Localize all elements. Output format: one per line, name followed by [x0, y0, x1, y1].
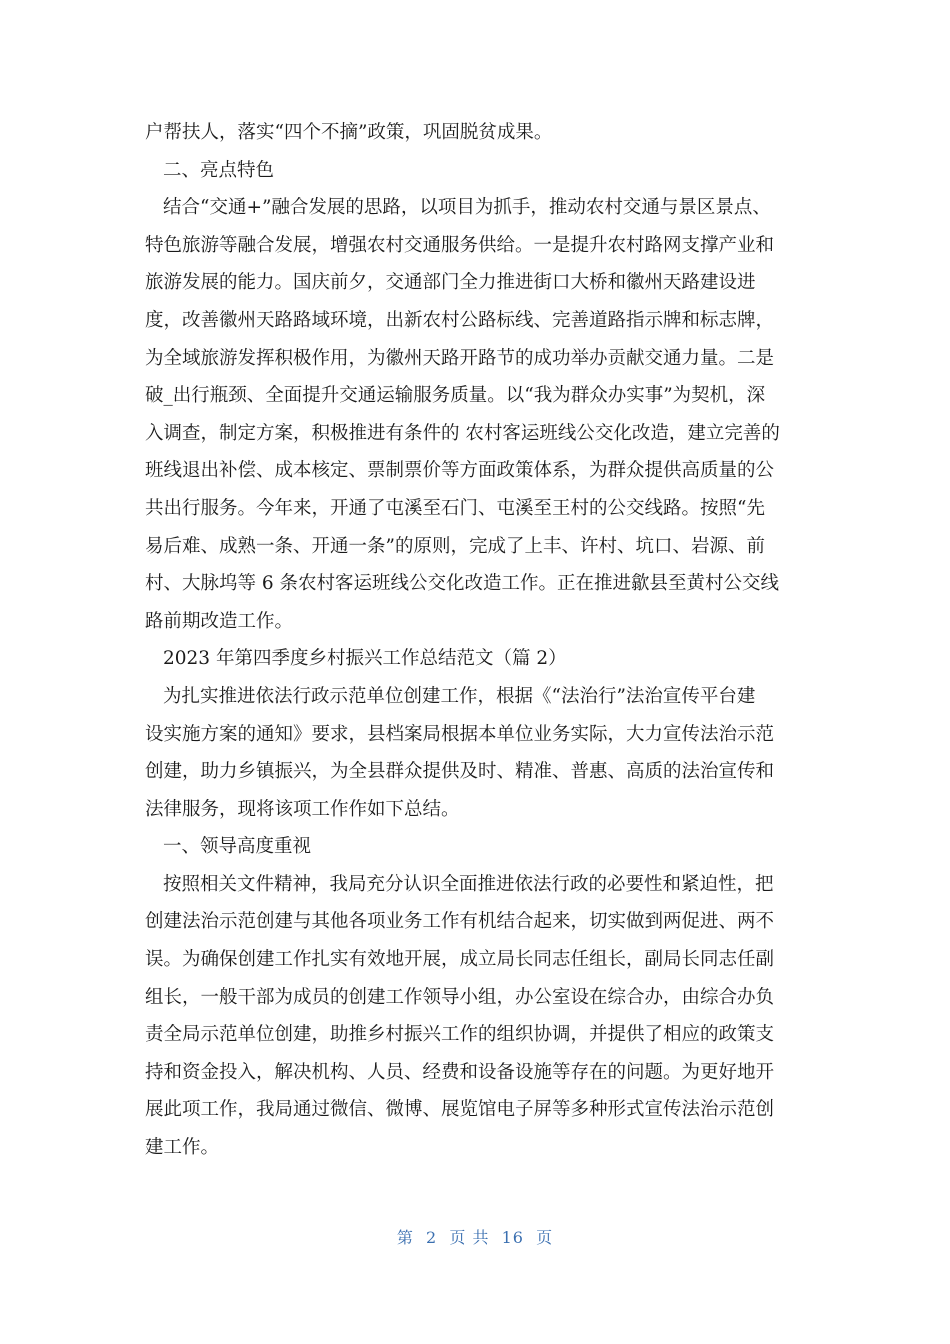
text-line: 入调查，制定方案，积极推进有条件的 农村客运班线公交化改造，建立完善的	[145, 422, 780, 444]
text-line: 责全局示范单位创建，助推乡村振兴工作的组织协调，并提供了相应的政策支	[145, 1024, 775, 1046]
text-line: 路前期改造工作。	[145, 610, 294, 632]
page-number: 第 2 页 共 16 页	[396, 1228, 554, 1247]
text-line: 法律服务，现将该项工作作如下总结。	[145, 798, 460, 820]
page-number-footer	[0, 1225, 950, 1248]
text-line: 为全域旅游发挥积极作用，为徽州天路开路节的成功举办贡献交通力量。二是	[145, 347, 775, 369]
text-line: 易后难、成熟一条、开通一条”的原则，完成了上丰、许村、坑口、岩源、前	[145, 535, 765, 557]
text-line: 创建法治示范创建与其他各项业务工作有机结合起来，切实做到两促进、两不	[145, 911, 775, 933]
text-line: 为扎实推进依法行政示范单位创建工作，根据《“法治行”法治宣传平台建	[163, 685, 756, 707]
text-line: 展此项工作，我局通过微信、微博、展览馆电子屏等多种形式宣传法治示范创	[145, 1099, 775, 1121]
text-line: 结合“交通+”融合发展的思路，以项目为抓手，推动农村交通与景区景点、	[163, 197, 771, 219]
text-line: 组长，一般干部为成员的创建工作领导小组，办公室设在综合办，由综合办负	[145, 986, 775, 1008]
text-line: 旅游发展的能力。国庆前夕，交通部门全力推进街口大桥和徽州天路建设进	[145, 272, 756, 294]
text-line: 创建，助力乡镇振兴，为全县群众提供及时、精准、普惠、高质的法治宣传和	[145, 761, 775, 783]
text-line: 误。为确保创建工作扎实有效地开展，成立局长同志任组长，副局长同志任副	[145, 949, 775, 971]
text-line: 村、大脉坞等 6 条农村客运班线公交化改造工作。正在推进歙县至黄村公交线	[145, 573, 780, 595]
text-line: 设实施方案的通知》要求，县档案局根据本单位业务实际，大力宣传法治示范	[145, 723, 775, 745]
text-line: 特色旅游等融合发展，增强农村交通服务供给。一是提升农村路网支撑产业和	[145, 234, 775, 256]
section-heading: 二、亮点特色	[163, 159, 275, 181]
text-line: 按照相关文件精神，我局充分认识全面推进依法行政的必要性和紧迫性，把	[163, 873, 774, 895]
document-body	[145, 114, 807, 1167]
text-line: 户帮扶人，落实“四个不摘”政策，巩固脱贫成果。	[145, 122, 553, 143]
text-line: 班线退出补偿、成本核定、票制票价等方面政策体系，为群众提供高质量的公	[145, 460, 775, 482]
section-heading: 一、领导高度重视	[163, 836, 312, 858]
text-line: 度，改善徽州天路路域环境，出新农村公路标线、完善道路指示牌和标志牌，	[145, 309, 775, 331]
text-line: 共出行服务。今年来，开通了屯溪至石门、屯溪至王村的公交线路。按照“先	[145, 497, 765, 519]
article-title: 2023 年第四季度乡村振兴工作总结范文（篇 2）	[163, 648, 567, 670]
text-line: 破_出行瓶颈、全面提升交通运输服务质量。以“我为群众办实事”为契机，深	[145, 385, 766, 407]
text-line: 建工作。	[145, 1137, 220, 1159]
text-line: 持和资金投入，解决机构、人员、经费和设备设施等存在的问题。为更好地开	[145, 1061, 775, 1083]
